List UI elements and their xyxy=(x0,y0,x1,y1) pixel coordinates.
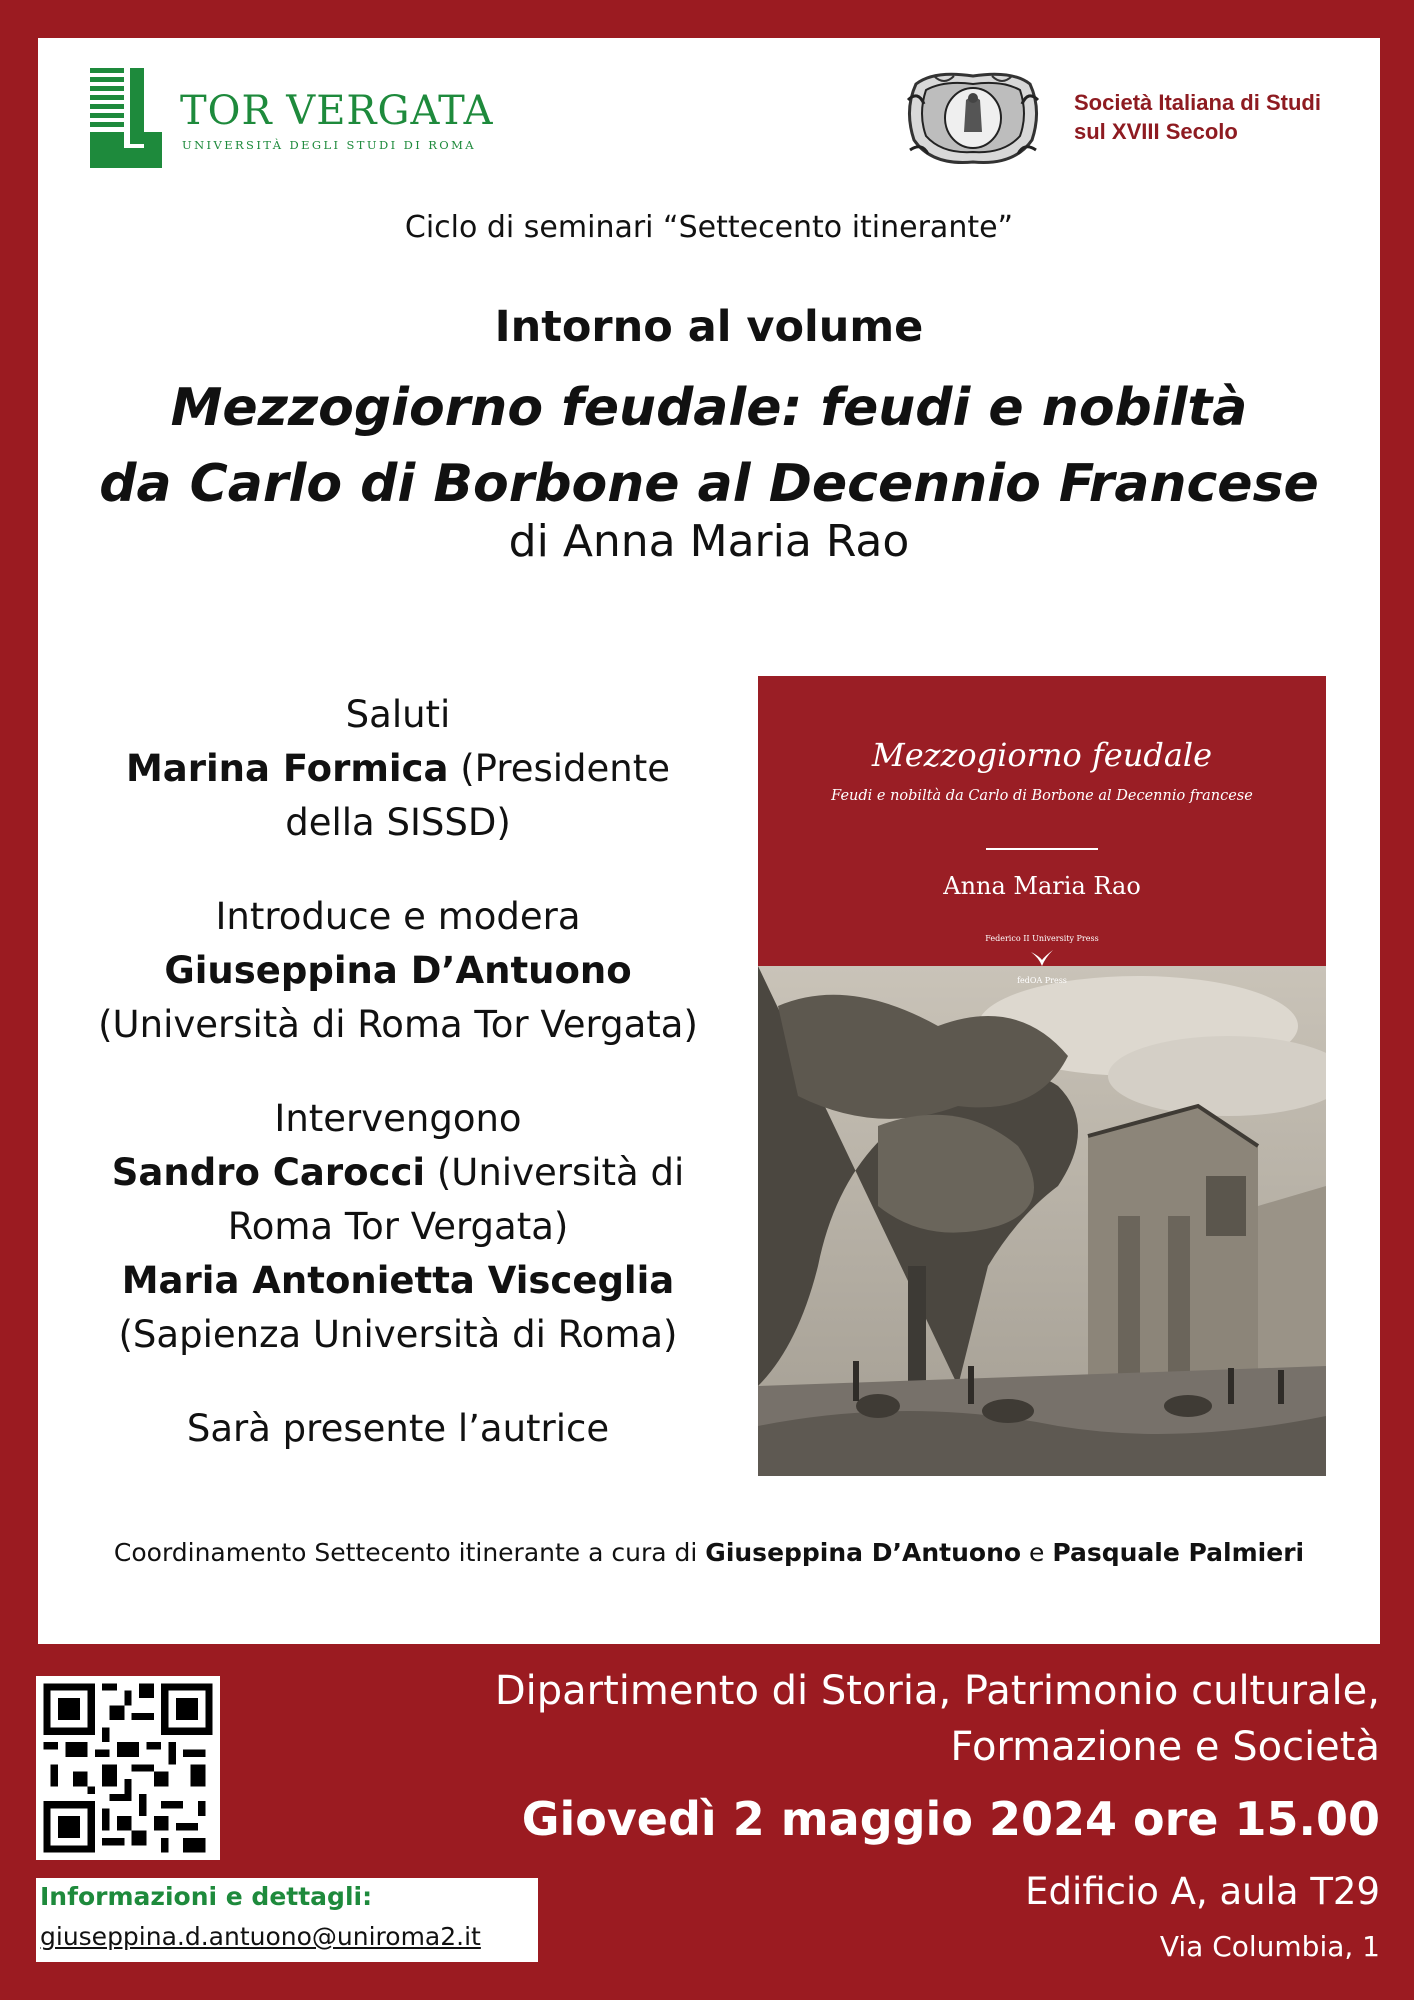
intro-affiliation: (Università di Roma Tor Vergata) xyxy=(98,1003,698,1046)
tor-vergata-mark-icon xyxy=(90,68,162,168)
speaker-1 xyxy=(88,1146,708,1200)
event-date: Giovedì 2 maggio 2024 ore 15.00 xyxy=(521,1792,1380,1846)
closing-note: Sarà presente l’autrice xyxy=(186,1407,610,1450)
book-cover-title: Mezzogiorno feudale xyxy=(871,736,1213,774)
coordination-text: Coordinamento Settecento itinerante a cura di xyxy=(113,1538,706,1567)
book-cover-imprint: fedOA Press xyxy=(1017,976,1067,985)
info-email-link[interactable]: giuseppina.d.antuono@uniroma2.it xyxy=(40,1922,481,1951)
program xyxy=(88,688,708,1456)
info-box xyxy=(36,1878,538,1962)
sissd-name-line1: Società Italiana di Studi xyxy=(1074,90,1321,115)
book-cover-subtitle: Feudi e nobiltà da Carlo di Borbone al Decennio francese xyxy=(831,788,1253,804)
book-cover xyxy=(758,676,1326,1476)
department-line-1: Dipartimento di Storia, Patrimonio culturale, xyxy=(494,1668,1380,1714)
author-line: di Anna Maria Rao xyxy=(508,516,910,567)
book-cover-author: Anna Maria Rao xyxy=(943,872,1141,900)
department-line-2: Formazione e Società xyxy=(950,1724,1380,1770)
saluti-label: Saluti xyxy=(345,693,451,736)
speaker-1-affiliation-cont: Roma Tor Vergata) xyxy=(227,1205,569,1248)
info-title: Informazioni e dettagli: xyxy=(40,1882,373,1911)
intro-heading: Intorno al volume xyxy=(494,302,924,352)
coordinator-1: Giuseppina D’Antuono xyxy=(705,1538,1022,1567)
engraving-landscape-image xyxy=(758,966,1326,1476)
seminar-series: Ciclo di seminari “Settecento itinerante” xyxy=(404,210,1014,245)
saluti-role: (Presidente xyxy=(448,747,671,790)
book-cover-publisher: Federico II University Press xyxy=(985,934,1099,943)
saluti-role-cont: della SISSD) xyxy=(285,801,511,844)
coordination-conj: e xyxy=(1021,1538,1053,1567)
title-line-2: da Carlo di Borbone al Decennio Francese xyxy=(99,454,1319,514)
sissd-name xyxy=(1074,88,1374,146)
event-street: Via Columbia, 1 xyxy=(1159,1930,1380,1963)
saluti-speaker xyxy=(88,742,708,796)
saluti-name: Marina Formica xyxy=(125,747,449,790)
poster-panel xyxy=(38,38,1380,1644)
book-title-heading xyxy=(38,370,1380,522)
intro-label: Introduce e modera xyxy=(215,895,581,938)
speaker-2-name: Maria Antonietta Visceglia xyxy=(121,1259,675,1302)
tor-vergata-subtitle: UNIVERSITÀ DEGLI STUDI DI ROMA xyxy=(182,138,476,152)
book-cover-rule xyxy=(986,848,1098,850)
event-place: Edificio A, aula T29 xyxy=(1025,1870,1380,1913)
qr-code-icon[interactable] xyxy=(36,1676,220,1860)
coordinator-2: Pasquale Palmieri xyxy=(1052,1538,1305,1567)
coordination-line xyxy=(38,1538,1380,1567)
title-line-1: Mezzogiorno feudale: feudi e nobiltà xyxy=(170,378,1248,438)
intro-name xyxy=(88,944,708,998)
speakers-label: Intervengono xyxy=(274,1097,522,1140)
tor-vergata-name: TOR VERGATA xyxy=(180,88,494,134)
intro-speaker-name: Giuseppina D’Antuono xyxy=(164,949,632,992)
sissd-name-line2: sul XVIII Secolo xyxy=(1074,119,1238,144)
speaker-2-affiliation: (Sapienza Università di Roma) xyxy=(118,1313,678,1356)
press-bird-icon xyxy=(1029,948,1055,970)
speaker-2 xyxy=(88,1254,708,1308)
speaker-1-name: Sandro Carocci xyxy=(111,1151,426,1194)
engraved-emblem-icon xyxy=(904,70,1042,168)
speaker-1-affiliation: (Università di xyxy=(425,1151,685,1194)
tor-vergata-logo xyxy=(90,68,510,168)
